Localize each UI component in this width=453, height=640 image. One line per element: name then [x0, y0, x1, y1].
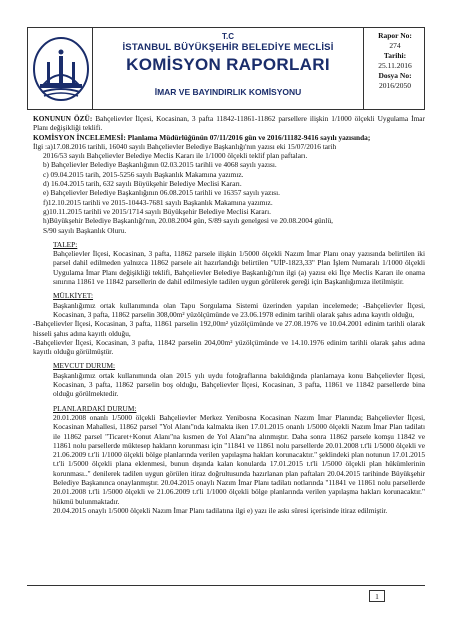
ilgi-line: c) 09.04.2015 tarih, 2015-5256 sayılı Başkanlık Makamına yazımız. [43, 169, 244, 179]
konu-label: KONUNUN ÖZÜ: [33, 114, 93, 123]
konu-paragraph [33, 114, 425, 133]
footer-divider [27, 585, 425, 586]
planlardaki-text: 20.04.2015 onaylı 1/5000 ölçekli Nazım İmar Planı tadilatına ilgi e) yazı ile askı süresi içerisinde itiraz edilmiştir. [53, 505, 388, 515]
rapor-no-label: Rapor No: [378, 31, 412, 40]
report-title: KOMİSYON RAPORLARI [126, 55, 330, 74]
konu-text: Bahçelievler İlçesi, Kocasinan, 3 pafta 11842-11861-11862 parsellere ilişkin 1/1000 ölçekli Uygulama İmar Planı değişikliği teklifi. [33, 114, 426, 133]
mulkiyet-text: Başkanlığımız ortak kullanımında olan Tapu Sorgulama Sistemi üzerinden yapılan incelemede; -Bahçelievler İlçesi, Kocasinan, 3 pafta, 11862 parselin 308,00m² yüzölçümünde ve 23.06.1978 edinim tarihli olarak şahıs adına kayıtlı olduğu, [53, 300, 425, 319]
report-header [27, 27, 425, 110]
report-body [33, 114, 425, 515]
commission-name: İMAR VE BAYINDIRLIK KOMİSYONU [154, 87, 302, 97]
ilgi-line: b) Bahçelievler Belediye Başkanlığının 02.03.2015 tarihli ve 4068 sayılı yazısı. [43, 160, 277, 170]
council-name: İSTANBUL BÜYÜKŞEHİR BELEDİYE MECLİSİ [122, 42, 334, 53]
planlardaki-heading: PLANLARDAKİ DURUM: [53, 403, 137, 413]
inceleme-text: Planlama Müdürlüğünün 07/11/2016 gün ve 2016/11182-9416 sayılı yazısında; [125, 132, 371, 142]
report-meta [366, 28, 424, 91]
ilgi-line: d) 16.04.2015 tarih, 632 sayılı Büyükşehir Belediye Meclisi Kararı. [43, 179, 242, 189]
mulkiyet-heading: MÜLKİYET: [53, 291, 94, 301]
report-title-box [92, 28, 364, 109]
mevcut-text: Başkanlığımız ortak kullanımında olan 2015 yılı uydu fotoğraflarına bakıldığında planlamaya konu Bahçelievler İlçesi, Kocasinan, 3 pafta, 11862 parselin boş olduğu, Bahçelievler İlçesi, Kocasinan, 3 pafta, 11861 ve 11842 parsellerde bina olduğu görülmektedir. [53, 370, 425, 399]
mulkiyet-text: -Bahçelievler İlçesi, Kocasinan, 3 pafta, 11842 parselin 204,00m² yüzölçümünde ve 14.10.1976 edinim tarihli olarak şahıs adına kayıtlı olduğu görülmüştür. [33, 337, 425, 357]
tc-label: T.C [222, 32, 234, 41]
inceleme-paragraph [33, 133, 425, 142]
mevcut-heading: MEVCUT DURUM: [53, 361, 116, 371]
ibb-logo-icon [32, 36, 90, 102]
talep-heading: TALEP: [53, 239, 78, 249]
inceleme-label: KOMİSYON İNCELEMESİ: [33, 132, 126, 142]
tarih-value: 25.11.2016 [378, 61, 412, 70]
dosya-no-label: Dosya No: [378, 71, 412, 80]
talep-text: Bahçelievler İlçesi, Kocasinan, 3 pafta, 11862 parsele ilişkin 1/5000 ölçekli Nazım İmar Planı onay yazısında belirtilen iki parsel dahil edilmeden yalnızca 11862 parsele ait hazırlandığı belirtilen "UİP-1823,33" Plan İşlem Numaralı 1/1000 ölçekli Uygulama İmar Planı değişikliği teklifi, Bahçelievler Belediye Başkanlığı'nın ilgi (a) yazısı eki İlçe Meclis Kararı ile onama sınırına 11861 ve 11842 parsellerin de dahil edilmesiyle tadilen uygun görülerek gereği için Başkanlığımıza iletilmiştir. [53, 249, 425, 287]
ilgi-line: h)Büyükşehir Belediye Başkanlığı'nın, 20.08.2004 gün, S/89 sayılı genelgesi ve 20.08.2004 günlü, [43, 216, 333, 226]
dosya-no-value: 2016/2050 [378, 81, 412, 90]
ilgi-line: İlgi :a)17.08.2016 tarihli, 16040 sayılı Bahçelievler Belediye Başkanlığı'nın yazısı eki 15/07/2016 tarih [33, 141, 337, 151]
rapor-no-value: 274 [389, 41, 401, 50]
ilgi-line: e) Bahçelievler Belediye Başkanlığının 06.08.2015 tarihli ve 16357 sayılı yazısı. [43, 188, 280, 198]
page-number: 1 [369, 590, 385, 602]
ilgi-line: 2016/53 sayılı Bahçelievler Belediye Meclis Kararı ile 1/1000 ölçekli teklif plan paftaları. [43, 151, 308, 161]
mulkiyet-text: -Bahçelievler İlçesi, Kocasinan, 3 pafta, 11861 parselin 192,00m² yüzölçümünde ve 27.08.1976 ve 10.04.2001 edinim tarihli olarak hisseli şahıs adına kayıtlı olduğu, [33, 319, 425, 338]
tarih-label: Tarihi: [383, 51, 407, 60]
ilgi-line: f)12.10.2015 tarihli ve 2015-10443-7681 sayılı Başkanlık Makamına yazımız. [43, 197, 273, 207]
planlardaki-text: 20.01.2008 onanlı 1/5000 ölçekli Bahçelievler Merkez Yenibosna Kocasinan Nazım İmar Planında; Bahçelievler İlçesi, Kocasinan Mahallesi, 11862 parsel "Yol Alanı"nda kalmakta iken 17.01.2015 onanlı 1/5000 ölçekli Nazım İmar Plan tadilatı ile 11862 parsel "Ticaret+Konut Alanı"na kısmen de Yol Alanı"na alınmıştır. Daha sonra 11862 parsele komşu 11842 ve 11861 nolu parsellerde müktesep hakların korunması için "11841 ve 11861 nolu parsellerde 20.01.2008 t.t'li 1/5000 ölçekli ve 21.06.2009 t.t'li 1/1000 ölçekli bölge planlarında verilen yapılaşma hakları korunacaktır." şeklindeki plan notunun 17.01.2015 t.t'li 1/5000 ölçekli plana eklenmesi, bunun dışında kalan konularda 17.01.2015 t.t'li 1/5000 ölçekli plan hükümlerinin korunması.." denilerek tadilen uygun görülen itiraz doğrultusunda hazırlanan plan paftaları 20.04.2015 tarihinde Büyükşehir Belediye Başkanınca onaylanmıştır. 20.04.2015 onaylı Nazım İmar Planı tadilatı notlarında "11841 ve 11861 nolu parsellerde 20.01.2008 t.t'li 1/5000 ölçekli ve 21.06.2009 t.t'li 1/1000 ölçekli bölge planlarında verilen yapılaşma hakları korunacaktır." hükmü bulunmaktadır. [53, 412, 425, 506]
ilgi-line: S/90 sayılı Başkanlık Oluru. [43, 225, 127, 235]
ilgi-line: g)10.11.2015 tarihli ve 2015/1714 sayılı Büyükşehir Belediye Meclisi Kararı. [43, 206, 271, 216]
